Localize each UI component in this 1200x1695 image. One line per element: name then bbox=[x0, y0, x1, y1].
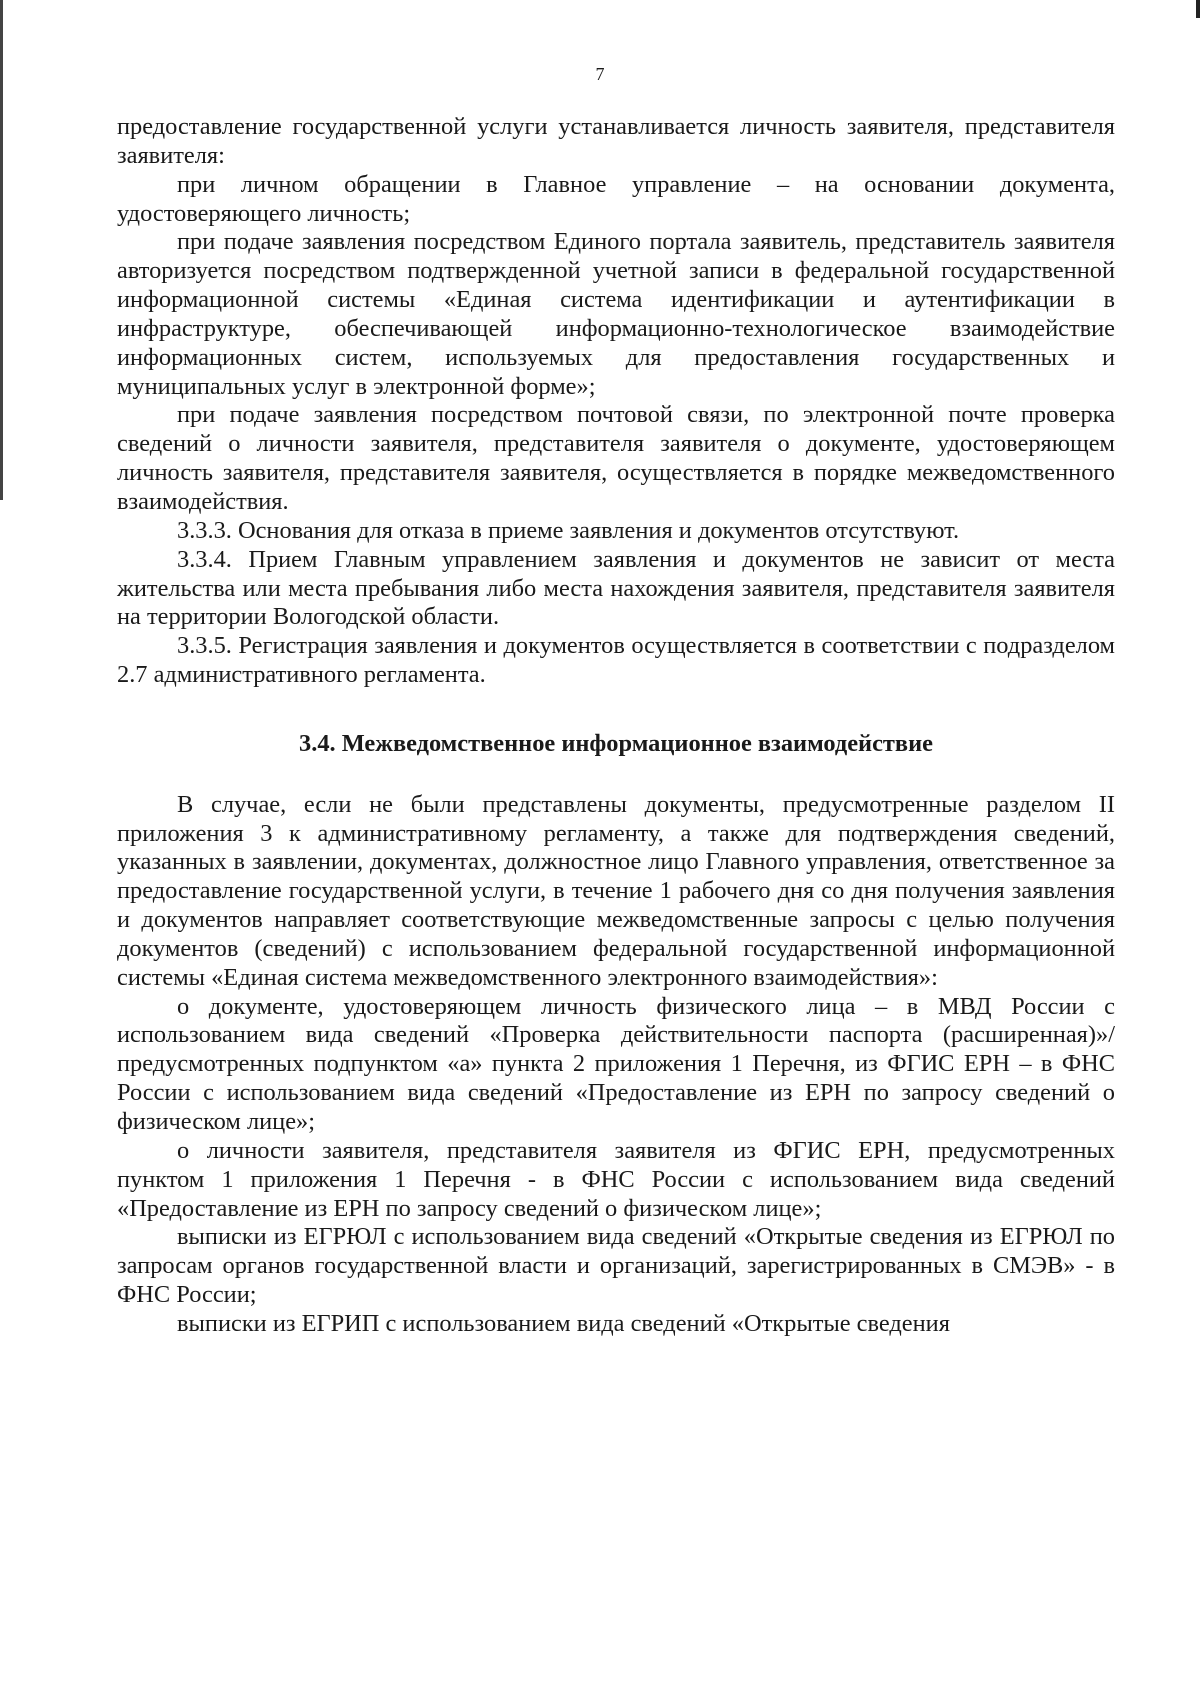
paragraph-identity-document: о документе, удостоверяющем личность физического лица – в МВД России с использованием вида сведений «Проверка действительности паспорта (расширенная)»/предусмотренных подпунктом «а» пункта 2 приложения 1 Перечня, из ФГИС ЕРН – в ФНС России с использованием вида сведений «Предоставление из ЕРН по запросу сведений о физическом лице»; bbox=[117, 992, 1115, 1135]
paragraph-egrip-extract: выписки из ЕГРИП с использованием вида сведений «Открытые сведения bbox=[177, 1309, 950, 1337]
paragraph-personal-visit: при личном обращении в Главное управление – на основании документа, удостоверяющего личность; bbox=[117, 170, 1115, 227]
document-body bbox=[117, 113, 1115, 1339]
scan-mark-right bbox=[1196, 0, 1200, 18]
paragraph-unified-portal: при подаче заявления посредством Единого портала заявитель, представитель заявителя авторизуется посредством подтвержденной учетной записи в федеральной государственной информационной системы «Единая система идентификации и аутентификации в инфраструктуре, обеспечивающей информационно-технологическое взаимодействие информационных систем, используемых для предоставления государственных и муниципальных услуг в электронной форме»; bbox=[117, 228, 1115, 400]
paragraph-3-3-3: 3.3.3. Основания для отказа в приеме заявления и документов отсутствуют. bbox=[177, 516, 960, 544]
paragraph-3-3-4: 3.3.4. Прием Главным управлением заявления и документов не зависит от места жительства или места пребывания либо места нахождения заявителя, представителя заявителя на территории Вологодской области. bbox=[117, 545, 1115, 631]
paragraph-continuation: предоставление государственной услуги устанавливается личность заявителя, представителя заявителя: bbox=[117, 113, 1115, 169]
paragraph-applicant-identity: о личности заявителя, представителя заявителя из ФГИС ЕРН, предусмотренных пунктом 1 приложения 1 Перечня - в ФНС России с использованием вида сведений «Предоставление из ЕРН по запросу сведений о физическом лице»; bbox=[117, 1136, 1115, 1222]
section-heading-3-4: 3.4. Межведомственное информационное взаимодействие bbox=[299, 729, 933, 757]
page-number: 7 bbox=[595, 64, 605, 84]
paragraph-egrul-extract: выписки из ЕГРЮЛ с использованием вида сведений «Открытые сведения из ЕГРЮЛ по запросам органов государственной власти и организаций, зарегистрированных в СМЭВ» - в ФНС России; bbox=[117, 1223, 1115, 1309]
paragraph-interagency-requests: В случае, если не были представлены документы, предусмотренные разделом II приложения 3 к административному регламенту, а также для подтверждения сведений, указанных в заявлении, документах, должностное лицо Главного управления, ответственное за предоставление государственной услуги, в течение 1 рабочего дня со дня получения заявления и документов направляет соответствующие межведомственные запросы с целью получения документов (сведений) с использованием федеральной государственной информационной системы «Единая система межведомственного электронного взаимодействия»: bbox=[117, 790, 1115, 991]
paragraph-postal-email: при подаче заявления посредством почтовой связи, по электронной почте проверка сведений о личности заявителя, представителя заявителя о документе, удостоверяющем личность заявителя, представителя заявителя, осуществляется в порядке межведомственного взаимодействия. bbox=[117, 401, 1115, 515]
paragraph-3-3-5: 3.3.5. Регистрация заявления и документов осуществляется в соответствии с подразделом 2.7 административного регламента. bbox=[117, 632, 1115, 689]
